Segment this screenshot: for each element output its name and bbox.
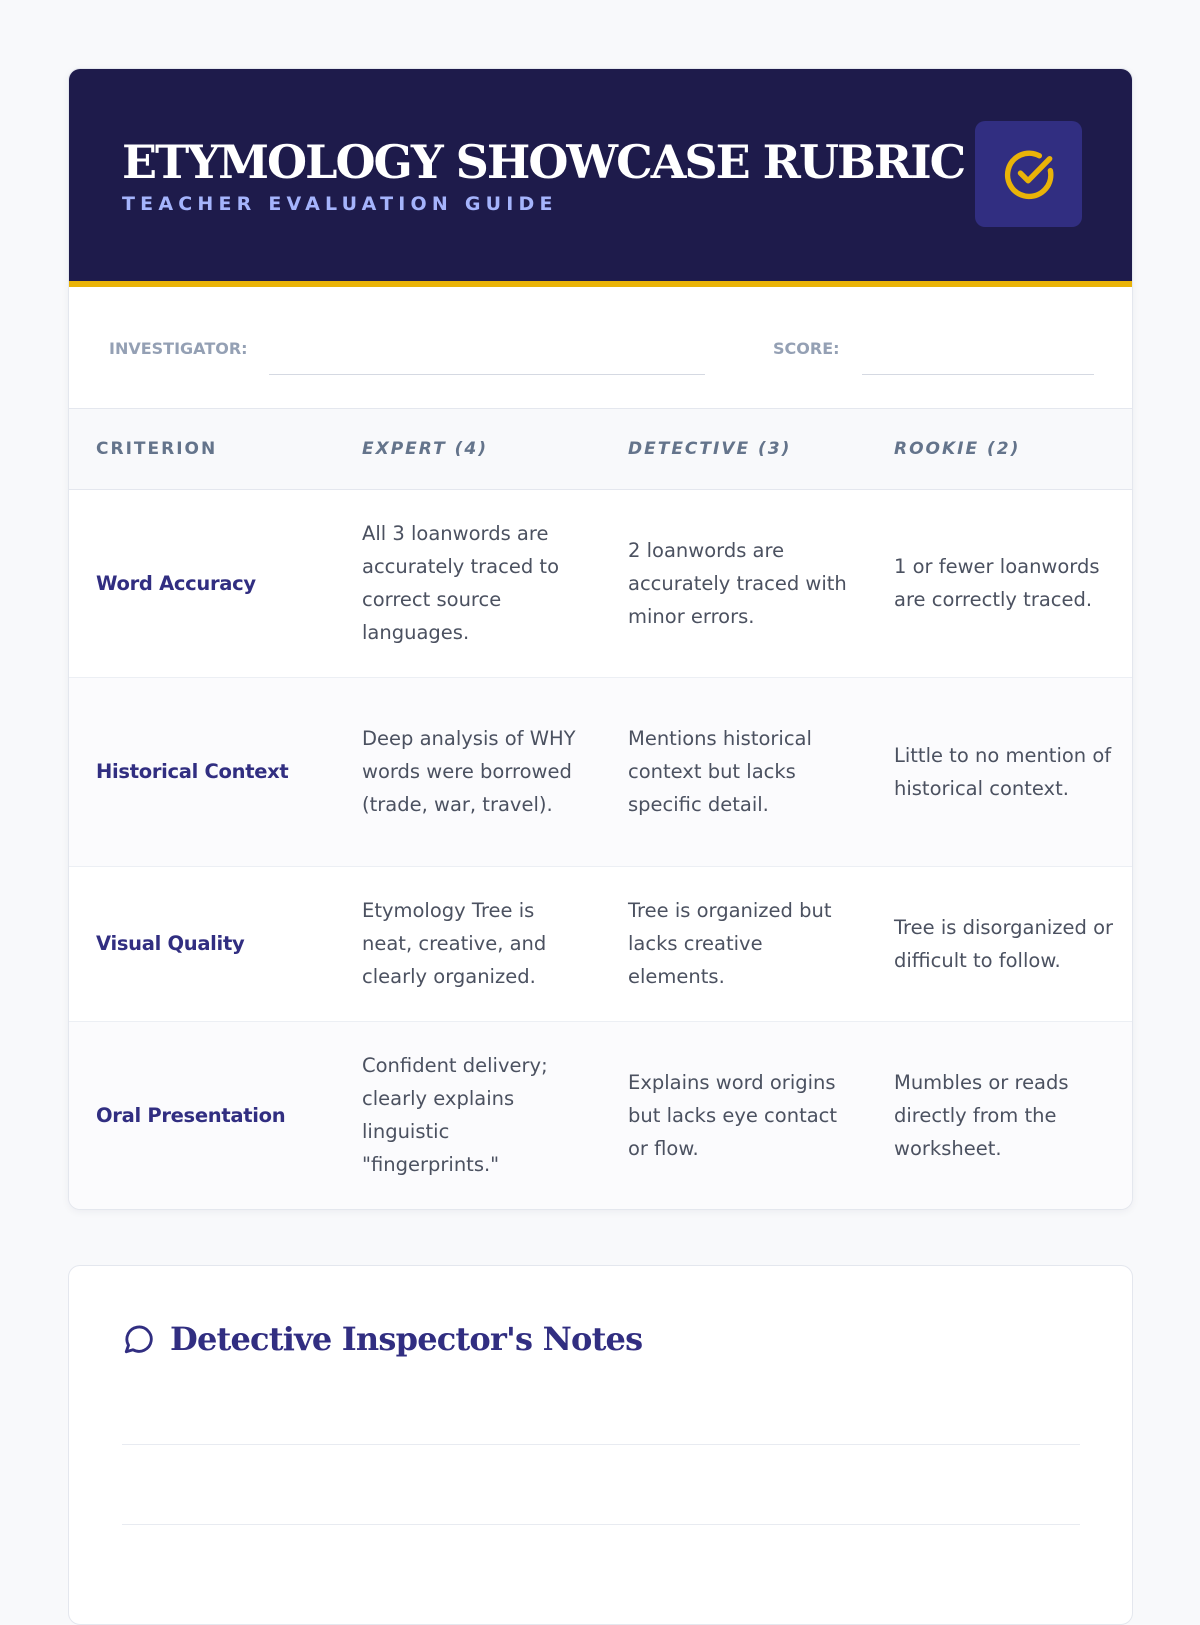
score-field[interactable] [862,374,1094,375]
expert-cell: Etymology Tree is neat, creative, and clearly organized. [335,866,601,1021]
score-label: SCORE: [773,339,840,358]
detective-cell: 2 loanwords are accurately traced with minor errors. [601,489,867,677]
rubric-header [69,69,1132,287]
table-row [69,677,1133,866]
expert-cell: All 3 loanwords are accurately traced to correct source languages. [335,489,601,677]
rookie-cell: 1 or fewer loanwords are correctly traced. [867,489,1133,677]
notes-line[interactable] [122,1444,1080,1445]
investigator-label: INVESTIGATOR: [109,339,248,358]
rubric-header-row [69,409,1133,489]
notes-card [68,1265,1133,1625]
rubric-card [68,68,1133,1210]
table-row [69,866,1133,1021]
detective-cell: Tree is organized but lacks creative elements. [601,866,867,1021]
criterion-cell: Oral Presentation [69,1021,335,1209]
rookie-cell: Mumbles or reads directly from the worksheet. [867,1021,1133,1209]
rubric-table [69,409,1133,1209]
column-header-rookie: ROOKIE (2) [867,409,1133,489]
check-badge [975,121,1082,227]
criterion-cell: Word Accuracy [69,489,335,677]
investigator-field[interactable] [269,374,705,375]
notes-title: Detective Inspector's Notes [170,1320,643,1358]
detective-cell: Mentions historical context but lacks specific detail. [601,677,867,866]
criterion-cell: Visual Quality [69,866,335,1021]
rookie-cell: Little to no mention of historical context. [867,677,1133,866]
detective-cell: Explains word origins but lacks eye contact or flow. [601,1021,867,1209]
check-circle-icon [1002,147,1056,201]
table-row [69,489,1133,677]
rookie-cell: Tree is disorganized or difficult to follow. [867,866,1133,1021]
notes-line[interactable] [122,1524,1080,1525]
page-subtitle: TEACHER EVALUATION GUIDE [122,193,558,215]
table-row [69,1021,1133,1209]
column-header-criterion: CRITERION [69,409,335,489]
notes-heading [122,1320,642,1358]
column-header-detective: DETECTIVE (3) [601,409,867,489]
column-header-expert: EXPERT (4) [335,409,601,489]
page-title: ETYMOLOGY SHOWCASE RUBRIC [122,135,965,189]
criterion-cell: Historical Context [69,677,335,866]
speech-bubble-icon [122,1322,156,1356]
expert-cell: Confident delivery; clearly explains linguistic "fingerprints." [335,1021,601,1209]
meta-row [69,287,1132,409]
expert-cell: Deep analysis of WHY words were borrowed (trade, war, travel). [335,677,601,866]
